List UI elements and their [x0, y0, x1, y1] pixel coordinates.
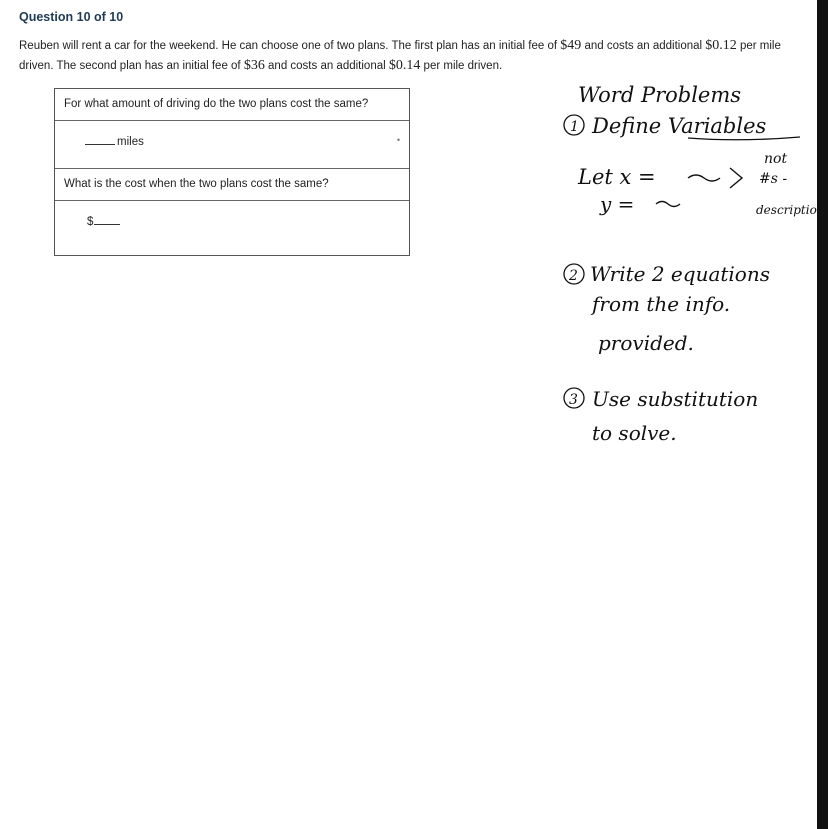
step-3-text: to solve.	[592, 421, 677, 445]
step-3-text: Use substitution	[592, 387, 759, 411]
let-x-text: Let x =	[578, 165, 656, 189]
handwritten-notes	[560, 80, 817, 460]
cost-answer-blank[interactable]	[87, 213, 122, 228]
answer-line[interactable]	[85, 133, 115, 145]
miles-unit-label: miles	[117, 136, 144, 148]
step-2-text: from the info.	[592, 292, 731, 316]
answer-row-miles	[55, 121, 409, 169]
rate-plan-2: $0.14	[388, 58, 421, 73]
answer-row-cost	[55, 201, 409, 255]
y-eq-text: y =	[600, 192, 635, 216]
side-note: not	[764, 151, 788, 167]
question-prompt-miles: For what amount of driving do the two plans cost the same?	[55, 89, 409, 121]
problem-text: per mile driven. The second plan has an initial fee of	[19, 40, 781, 72]
problem-text: and costs an additional	[264, 60, 389, 72]
squiggle-mark	[656, 202, 680, 207]
side-note: descriptio	[756, 203, 817, 217]
fee-plan-2: $36	[243, 58, 265, 73]
step-number: 3	[569, 392, 578, 408]
rate-plan-1: $0.12	[705, 38, 737, 53]
arrow-icon	[730, 168, 742, 188]
side-note: #s -	[759, 171, 788, 187]
problem-text: Reuben will rent a car for the weekend. He can choose one of two plans. The first plan has an initial fee of	[19, 40, 561, 52]
step-1-text: Define Variables	[592, 114, 767, 138]
step-2-text: Write 2 equations	[590, 262, 770, 286]
question-prompt-cost: What is the cost when the two plans cost the same?	[55, 169, 409, 201]
step-number: 2	[569, 268, 578, 284]
step-2-text: provided.	[598, 331, 694, 355]
dollar-sign: $	[87, 216, 94, 228]
problem-statement	[19, 36, 799, 76]
miles-answer-blank[interactable]	[85, 133, 144, 148]
step-number: 1	[570, 119, 579, 135]
dot-mark: •	[396, 135, 400, 145]
question-counter: Question 10 of 10	[19, 10, 124, 24]
fee-plan-1: $49	[560, 38, 582, 53]
window-edge	[817, 0, 828, 829]
notes-title: Word Problems	[578, 83, 742, 107]
problem-text: and costs an additional	[581, 40, 706, 52]
squiggle-mark	[688, 175, 720, 181]
answer-line[interactable]	[94, 213, 120, 225]
problem-text: per mile driven.	[420, 60, 503, 72]
answer-table	[54, 88, 410, 256]
